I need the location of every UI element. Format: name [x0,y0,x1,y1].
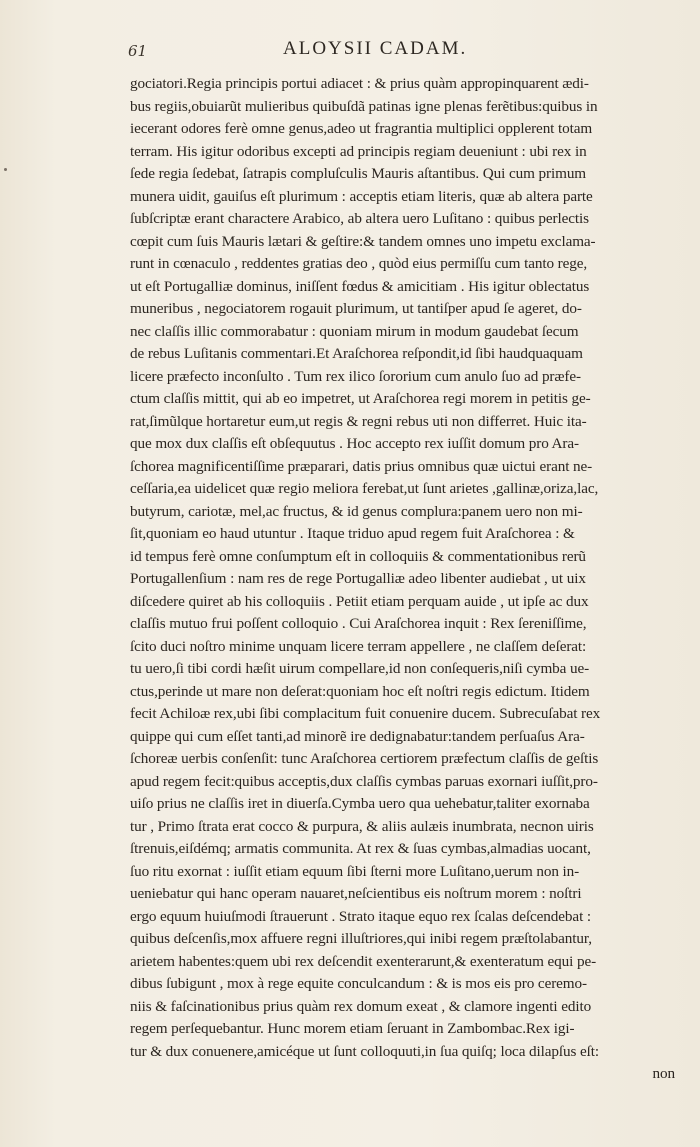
text-line: uiſo prius ne claſſis iret in diuerſa.Cymba uero qua uehebatur,taliter exornaba [130,795,590,812]
text-line: ſchorea magnificentiſſime præparari, datis prius omnibus quæ uictui erant ne- [130,457,593,475]
text-line: ſcito duci noſtro minime unquam licere terram appellere , ne claſſem deſerat: [130,637,587,655]
text-line: butyrum, cariotæ, mel,ac fructus, & id genus complura:panem uero non mi- [130,502,583,520]
text-line: tu uero,ſi tibi cordi hæſit uirum compellare,id non conſequeris,niſi cymba ue- [130,660,590,677]
text-line: ut eſt Portugalliæ dominus, iniſſent fœdus & amicitiam . His igitur oblectatus [130,277,590,295]
text-line: claſſis mutuo frui poſſent colloquio . Cui Araſchorea inquit : Rex ſereniſſime, [130,615,587,632]
text-line: arietem habentes:quem ubi rex deſcendit exenterarunt,& exenteratum equi pe- [130,952,597,970]
running-title: ALOYSII CADAM. [283,38,468,59]
text-line: dibus ſubigunt , mox à rege equite conculcandum : & is mos eis pro ceremo- [130,975,587,992]
text-line: iecerant odores ferè omne genus,adeo ut fragrantia multiplici opplerent totam [130,120,593,137]
text-line: ſede regia ſedebat, ſatrapis compluſculis Mauris aſtantibus. Qui cum primum [130,165,587,182]
text-line: niis & faſcinationibus prius quàm rex domum exeat , & clamore ingenti edito [130,997,592,1015]
page-header [128,38,548,68]
text-line: quibus deſcenſis,mox affuere regni illuſtriores,qui inibi regem præſtolabantur, [130,930,592,947]
text-line: apud regem fecit:quibus acceptis,dux claſſis cymbas paruas exornari iuſſit,pro- [130,772,598,790]
text-line: ctum claſſis mittit, qui ab eo impetret, ut Araſchorea regi morem in petitis ge- [130,390,591,407]
body-text [130,73,675,1086]
text-line: Portugallenſium : nam res de rege Portugalliæ adeo libenter audiebat , ut uix [130,570,586,587]
text-line: muneribus , negociatorem rogauit plurimum, ut tantiſper apud ſe ageret, do- [130,300,582,317]
text-line: licere præfecto inconſulto . Tum rex ilico ſororium cum anulo ſuo ad præfe- [130,367,581,385]
text-line: runt in cœnaculo , reddentes gratias deo , quòd eius permiſſu cum tanto rege, [130,255,588,272]
text-line: diſcedere quiret ab his colloquiis . Petiit etiam perquam auide , ut ipſe ac dux [130,592,589,610]
page-number: 61 [128,42,148,60]
text-line: ueniebatur qui hanc operam nauaret,neſcientibus eis noſtrum morem : noſtri [130,885,582,902]
text-line: nec claſſis illic commorabatur : quoniam mirum in modum gaudebat ſecum [130,322,579,340]
text-line: ceſſaria,ea uidelicet quæ regio meliora ferebat,ut ſunt arietes ,gallinæ,oriza,lac, [130,480,599,497]
text-line: ſubſcriptæ erant charactere Arabico, ab altera uero Luſitano : quibus perlectis [130,210,589,227]
text-line: ergo equum huiuſmodi ſtrauerunt . Strato itaque equo rex ſcalas deſcendebat : [130,907,591,925]
text-line: terram. His igitur odoribus excepti ad principis regiam deueniunt : ubi rex in [130,142,587,160]
text-line: cœpit cum ſuis Mauris lætari & geſtire:& tandem omnes uno impetu exclama- [130,232,596,250]
text-line: ſit,quoniam eo haud utuntur . Itaque triduo apud regem fuit Araſchorea : & [130,525,575,542]
text-line: ctus,perinde ut mare non deſerat:quoniam hoc eſt noſtri regis edictum. Itidem [130,682,590,700]
text-line: bus regiis,obuiarũt mulieribus quibuſdã patinas igne plenas ferẽtibus:quibus in [130,97,598,115]
text-line: ſchoreæ uerbis conſenſit: tunc Araſchorea certiorem præfectum claſſis de geſtis [130,750,599,767]
text-line: fecit Achiloæ rex,ubi ſibi complacitum fuit conuenire ducem. Subrecuſabat rex [130,705,601,722]
catchword: non [652,1065,675,1082]
text-line: ſuo ritu exornat : iuſſit etiam equum ſibi ſterni more Luſitano,uerum non in- [130,862,580,880]
text-line: regem perſequebantur. Hunc morem etiam ſeruant in Zambombac.Rex igi- [130,1020,575,1037]
text-line: ſtrenuis,eiſdémq; armatis communita. At rex & ſuas cymbas,almadias uocant, [130,840,591,857]
text-line: id tempus ferè omne conſumptum eſt in colloquiis & commentationibus rerũ [130,547,586,565]
text-line: munera uidit, gauiſus eſt plurimum : acceptis etiam literis, quæ ab altera parte [130,187,593,205]
text-line: tur & dux conuenere,amicéque ut ſunt colloquuti,in ſua quiſq; loca dilapſus eſt: [130,1042,600,1060]
text-line: de rebus Luſitanis commentari.Et Araſchorea reſpondit,id ſibi haudquaquam [130,345,583,362]
text-line: gociatori.Regia principis portui adiacet : & prius quàm appropinquarent ædi- [130,75,589,92]
text-line: tur , Primo ſtrata erat cocco & purpura, & aliis aulæis inumbrata, necnon uiris [130,817,594,835]
text-line: rat,ſimũlque hortaretur eum,ut regis & regni rebus uti non differret. Huic ita- [130,412,587,430]
margin-mark [4,168,7,171]
text-line: que mox dux claſſis eſt obſequutus . Hoc accepto rex iuſſit domum pro Ara- [130,435,579,452]
text-line: quippe qui cum eſſet tanti,ad minorẽ ire dedignabatur:tandem perſuaſus Ara- [130,727,585,745]
